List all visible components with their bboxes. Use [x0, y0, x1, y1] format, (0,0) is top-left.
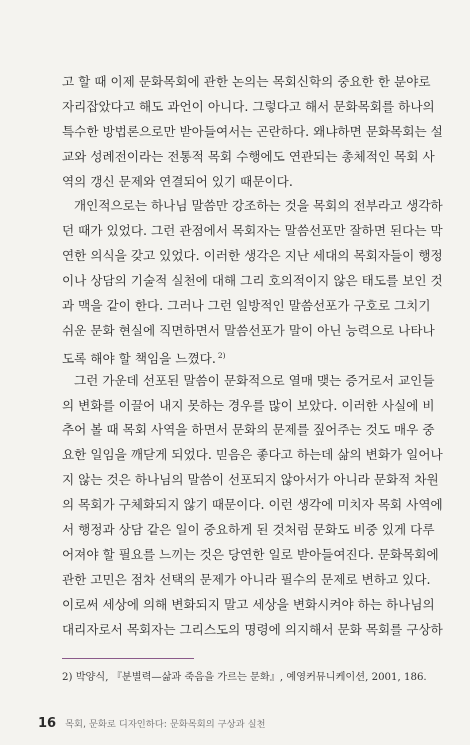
text-line: 그런 가운데 선포된 말씀이 문화적으로 열매 맺는 증거로서 교인들: [74, 372, 435, 388]
text-line: 관한 고민은 점차 선택의 문제가 아니라 필수의 문제로 변하고 있다.: [62, 571, 431, 587]
text-line: 특수한 방법론으로만 받아들여서는 곤란하다. 왜냐하면 문화목회는 설: [62, 123, 443, 139]
footnote-reference: 2): [217, 350, 226, 360]
text-line: 과 맥을 같이 한다. 그러나 그런 일방적인 말씀선포가 구호로 그치기: [62, 298, 431, 314]
text-line: 쉬운 문화 현실에 직면하면서 말씀선포가 말이 아닌 능력으로 나타나: [62, 322, 435, 338]
text-line: 어져야 할 필요를 느끼는 것은 당연한 일로 받아들여진다. 문화목회에: [62, 546, 439, 562]
page-number: 16: [38, 716, 57, 731]
body-text: [62, 70, 443, 642]
text-line: 서 행정과 상담 같은 일이 중요하게 된 것처럼 문화도 비중 있게 다루: [62, 522, 435, 538]
text-line: 고 할 때 이제 문화목회에 관한 논의는 목회신학의 중요한 한 분야로: [62, 74, 431, 89]
footnote-divider: [62, 658, 194, 659]
text-line: 대리자로서 목회자는 그리스도의 명령에 의지해서 문화 목회를 구상하: [62, 621, 443, 637]
text-line: 이나 상담의 기술적 실천에 대해 그리 호의적이지 않은 태도를 보인 것: [62, 273, 443, 289]
text-line: 이로써 세상에 의해 변화되지 말고 세상을 변화시켜야 하는 하나님의: [62, 596, 435, 612]
text-line: 의 목회가 구체화되지 않기 때문이다. 이런 생각에 미치자 목회 사역에: [62, 497, 443, 513]
text-line: 개인적으로는 하나님 말씀만 강조하는 것을 목회의 전부라고 생각하: [74, 198, 443, 214]
text-line: 지 않는 것은 하나님의 말씀이 선포되지 않아서가 아니라 문화적 차원: [62, 472, 439, 488]
text-line: 추어 볼 때 목회 사역을 하면서 문화의 문제를 짚어주는 것도 매우 중: [62, 422, 435, 438]
paragraph-3: [62, 369, 443, 643]
text-line: 요한 일임을 깨닫게 되었다. 믿음은 좋다고 하는데 삶의 변화가 일어나: [62, 447, 443, 463]
text-line: 역의 갱신 문제와 연결되어 있기 때문이다.: [62, 173, 293, 189]
running-footer: [38, 716, 266, 731]
text-line: 던 때가 있었다. 그런 관점에서 목회자는 말씀선포만 잘하면 된다는 막: [62, 223, 443, 239]
text-line: [62, 344, 420, 369]
text-line: 교와 성례전이라는 전통적 목회 수행에도 연관되는 총체적인 목회 사: [62, 148, 435, 164]
paragraph-1: [62, 70, 443, 194]
footnote: 2) 박양식, 『분별력—삶과 죽음을 가르는 문화』, 예영커뮤니케이션, 2001, 186.: [62, 672, 427, 683]
text-line: 의 변화를 이끌어 내지 못하는 경우를 많이 보았다. 이러한 사실에 비: [62, 397, 435, 413]
text-line-content: 도록 해야 할 책임을 느꼈다.: [62, 350, 216, 366]
paragraph-2: [62, 194, 443, 368]
text-line: 연한 의식을 갖고 있었다. 이러한 생각은 지난 세대의 목회자들이 행정: [62, 248, 443, 264]
running-title: 목회, 문화로 디자인하다: 문화목회의 구상과 실천: [65, 719, 266, 730]
text-line: 자리잡았다고 해도 과언이 아니다. 그렇다고 해서 문화목회를 하나의: [62, 98, 435, 114]
